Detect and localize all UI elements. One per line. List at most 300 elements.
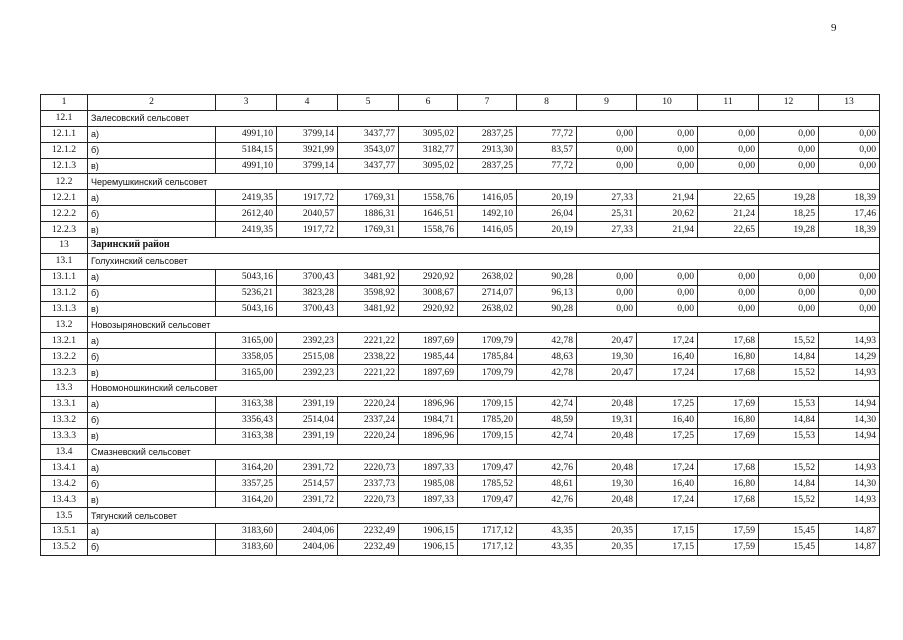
value-cell: 0,00 xyxy=(637,158,698,174)
value-cell: 43,35 xyxy=(517,524,577,540)
row-number: 12.1.1 xyxy=(41,126,88,142)
row-number: 13.1 xyxy=(41,253,88,269)
value-cell: 25,31 xyxy=(577,206,637,222)
table-row xyxy=(41,412,880,428)
section-title: Смазневский сельсовет xyxy=(88,444,880,460)
table-row xyxy=(41,460,880,476)
section-row xyxy=(41,317,880,333)
value-cell: 0,00 xyxy=(819,142,880,158)
option-label: б) xyxy=(88,285,216,301)
table-row xyxy=(41,524,880,540)
row-number: 13.5.2 xyxy=(41,539,88,555)
value-cell: 5184,15 xyxy=(216,142,277,158)
value-cell: 1717,12 xyxy=(458,524,517,540)
value-cell: 17,68 xyxy=(698,460,759,476)
value-cell: 14,84 xyxy=(759,476,819,492)
table-row xyxy=(41,222,880,238)
row-number: 13.1.3 xyxy=(41,301,88,317)
value-cell: 42,74 xyxy=(517,428,577,444)
value-cell: 3799,14 xyxy=(277,126,338,142)
option-label: в) xyxy=(88,301,216,317)
value-cell: 1709,15 xyxy=(458,396,517,412)
row-number: 13.2.2 xyxy=(41,349,88,365)
column-header: 5 xyxy=(338,95,399,111)
value-cell: 27,33 xyxy=(577,222,637,238)
value-cell: 0,00 xyxy=(637,301,698,317)
value-cell: 3095,02 xyxy=(399,126,458,142)
table-row xyxy=(41,492,880,508)
value-cell: 3481,92 xyxy=(338,301,399,317)
option-label: а) xyxy=(88,126,216,142)
value-cell: 2220,24 xyxy=(338,428,399,444)
column-header: 11 xyxy=(698,95,759,111)
value-cell: 17,25 xyxy=(637,396,698,412)
value-cell: 17,24 xyxy=(637,333,698,349)
value-cell: 90,28 xyxy=(517,301,577,317)
value-cell: 42,74 xyxy=(517,396,577,412)
value-cell: 1897,69 xyxy=(399,333,458,349)
value-cell: 0,00 xyxy=(759,158,819,174)
value-cell: 17,24 xyxy=(637,365,698,381)
value-cell: 3437,77 xyxy=(338,126,399,142)
value-cell: 0,00 xyxy=(637,126,698,142)
value-cell: 1709,47 xyxy=(458,460,517,476)
value-cell: 2338,22 xyxy=(338,349,399,365)
value-cell: 19,30 xyxy=(577,476,637,492)
value-cell: 20,48 xyxy=(577,460,637,476)
value-cell: 3164,20 xyxy=(216,492,277,508)
option-label: б) xyxy=(88,539,216,555)
option-label: б) xyxy=(88,476,216,492)
value-cell: 15,52 xyxy=(759,333,819,349)
value-cell: 5236,21 xyxy=(216,285,277,301)
section-row xyxy=(41,508,880,524)
value-cell: 2392,23 xyxy=(277,333,338,349)
row-number: 13.2 xyxy=(41,317,88,333)
option-label: в) xyxy=(88,222,216,238)
value-cell: 0,00 xyxy=(759,126,819,142)
value-cell: 27,33 xyxy=(577,190,637,206)
value-cell: 0,00 xyxy=(759,301,819,317)
value-cell: 1896,96 xyxy=(399,428,458,444)
value-cell: 1985,44 xyxy=(399,349,458,365)
value-cell: 15,45 xyxy=(759,524,819,540)
value-cell: 21,94 xyxy=(637,190,698,206)
value-cell: 3163,38 xyxy=(216,396,277,412)
value-cell: 22,65 xyxy=(698,222,759,238)
row-number: 13.5.1 xyxy=(41,524,88,540)
value-cell: 2419,35 xyxy=(216,190,277,206)
section-title: Заринский район xyxy=(88,238,880,254)
value-cell: 2221,22 xyxy=(338,333,399,349)
value-cell: 14,84 xyxy=(759,412,819,428)
row-number: 13.4 xyxy=(41,444,88,460)
value-cell: 48,59 xyxy=(517,412,577,428)
value-cell: 16,40 xyxy=(637,412,698,428)
column-header: 3 xyxy=(216,95,277,111)
value-cell: 1785,84 xyxy=(458,349,517,365)
value-cell: 1769,31 xyxy=(338,222,399,238)
value-cell: 14,94 xyxy=(819,428,880,444)
value-cell: 0,00 xyxy=(698,301,759,317)
value-cell: 1558,76 xyxy=(399,190,458,206)
value-cell: 17,24 xyxy=(637,460,698,476)
value-cell: 17,68 xyxy=(698,365,759,381)
value-cell: 2220,73 xyxy=(338,492,399,508)
column-header: 10 xyxy=(637,95,698,111)
value-cell: 20,35 xyxy=(577,524,637,540)
value-cell: 18,39 xyxy=(819,190,880,206)
column-header: 8 xyxy=(517,95,577,111)
value-cell: 17,59 xyxy=(698,524,759,540)
value-cell: 3182,77 xyxy=(399,142,458,158)
value-cell: 3183,60 xyxy=(216,539,277,555)
row-number: 12.2.3 xyxy=(41,222,88,238)
value-cell: 17,69 xyxy=(698,396,759,412)
value-cell: 0,00 xyxy=(819,126,880,142)
value-cell: 48,61 xyxy=(517,476,577,492)
row-number: 12.1.3 xyxy=(41,158,88,174)
value-cell: 15,45 xyxy=(759,539,819,555)
value-cell: 0,00 xyxy=(577,285,637,301)
table-row xyxy=(41,301,880,317)
value-cell: 3598,92 xyxy=(338,285,399,301)
value-cell: 3799,14 xyxy=(277,158,338,174)
value-cell: 19,28 xyxy=(759,222,819,238)
value-cell: 4991,10 xyxy=(216,126,277,142)
value-cell: 2514,04 xyxy=(277,412,338,428)
value-cell: 0,00 xyxy=(819,301,880,317)
value-cell: 0,00 xyxy=(637,269,698,285)
value-cell: 4991,10 xyxy=(216,158,277,174)
section-title: Тягунский сельсовет xyxy=(88,508,880,524)
value-cell: 1717,12 xyxy=(458,539,517,555)
value-cell: 20,48 xyxy=(577,428,637,444)
value-cell: 0,00 xyxy=(819,158,880,174)
value-cell: 0,00 xyxy=(698,126,759,142)
row-number: 13.3.3 xyxy=(41,428,88,444)
value-cell: 3823,28 xyxy=(277,285,338,301)
table-row xyxy=(41,428,880,444)
value-cell: 3358,05 xyxy=(216,349,277,365)
value-cell: 1646,51 xyxy=(399,206,458,222)
value-cell: 17,25 xyxy=(637,428,698,444)
value-cell: 5043,16 xyxy=(216,301,277,317)
value-cell: 1906,15 xyxy=(399,524,458,540)
row-number: 12.2 xyxy=(41,174,88,190)
value-cell: 15,52 xyxy=(759,365,819,381)
value-cell: 3163,38 xyxy=(216,428,277,444)
option-label: а) xyxy=(88,190,216,206)
value-cell: 0,00 xyxy=(577,301,637,317)
value-cell: 2920,92 xyxy=(399,269,458,285)
value-cell: 42,78 xyxy=(517,333,577,349)
column-header: 4 xyxy=(277,95,338,111)
value-cell: 3356,43 xyxy=(216,412,277,428)
value-cell: 1416,05 xyxy=(458,222,517,238)
table-row xyxy=(41,285,880,301)
table-row xyxy=(41,349,880,365)
column-header: 2 xyxy=(88,95,216,111)
value-cell: 19,28 xyxy=(759,190,819,206)
value-cell: 2221,22 xyxy=(338,365,399,381)
value-cell: 2514,57 xyxy=(277,476,338,492)
row-number: 12.2.2 xyxy=(41,206,88,222)
value-cell: 15,53 xyxy=(759,396,819,412)
value-cell: 77,72 xyxy=(517,158,577,174)
value-cell: 16,80 xyxy=(698,476,759,492)
value-cell: 1897,69 xyxy=(399,365,458,381)
value-cell: 1984,71 xyxy=(399,412,458,428)
option-label: в) xyxy=(88,492,216,508)
value-cell: 2638,02 xyxy=(458,301,517,317)
value-cell: 19,31 xyxy=(577,412,637,428)
value-cell: 0,00 xyxy=(577,269,637,285)
value-cell: 17,24 xyxy=(637,492,698,508)
value-cell: 1558,76 xyxy=(399,222,458,238)
table-row xyxy=(41,142,880,158)
row-number: 13.1.2 xyxy=(41,285,88,301)
value-cell: 2404,06 xyxy=(277,524,338,540)
value-cell: 14,29 xyxy=(819,349,880,365)
value-cell: 2392,23 xyxy=(277,365,338,381)
value-cell: 1709,79 xyxy=(458,365,517,381)
option-label: б) xyxy=(88,412,216,428)
table-row xyxy=(41,190,880,206)
value-cell: 3700,43 xyxy=(277,269,338,285)
value-cell: 5043,16 xyxy=(216,269,277,285)
section-title: Черемушкинский сельсовет xyxy=(88,174,880,190)
value-cell: 14,87 xyxy=(819,524,880,540)
value-cell: 1709,79 xyxy=(458,333,517,349)
value-cell: 43,35 xyxy=(517,539,577,555)
value-cell: 2404,06 xyxy=(277,539,338,555)
option-label: а) xyxy=(88,524,216,540)
value-cell: 1709,15 xyxy=(458,428,517,444)
row-number: 12.1 xyxy=(41,110,88,126)
option-label: б) xyxy=(88,349,216,365)
table-row xyxy=(41,365,880,381)
section-title: Залесовский сельсовет xyxy=(88,110,880,126)
value-cell: 14,84 xyxy=(759,349,819,365)
value-cell: 22,65 xyxy=(698,190,759,206)
section-row xyxy=(41,238,880,254)
option-label: б) xyxy=(88,142,216,158)
value-cell: 3437,77 xyxy=(338,158,399,174)
table-row xyxy=(41,126,880,142)
value-cell: 2837,25 xyxy=(458,126,517,142)
row-number: 13.4.3 xyxy=(41,492,88,508)
row-number: 13.5 xyxy=(41,508,88,524)
value-cell: 17,46 xyxy=(819,206,880,222)
value-cell: 1897,33 xyxy=(399,492,458,508)
value-cell: 18,39 xyxy=(819,222,880,238)
value-cell: 2040,57 xyxy=(277,206,338,222)
value-cell: 2220,73 xyxy=(338,460,399,476)
value-cell: 17,69 xyxy=(698,428,759,444)
value-cell: 77,72 xyxy=(517,126,577,142)
value-cell: 15,52 xyxy=(759,492,819,508)
value-cell: 42,76 xyxy=(517,460,577,476)
value-cell: 2391,19 xyxy=(277,428,338,444)
option-label: а) xyxy=(88,333,216,349)
value-cell: 3165,00 xyxy=(216,365,277,381)
value-cell: 1917,72 xyxy=(277,222,338,238)
table-row xyxy=(41,333,880,349)
option-label: в) xyxy=(88,428,216,444)
value-cell: 20,47 xyxy=(577,333,637,349)
value-cell: 2391,72 xyxy=(277,460,338,476)
table-row xyxy=(41,158,880,174)
section-row xyxy=(41,381,880,397)
column-header: 13 xyxy=(819,95,880,111)
value-cell: 0,00 xyxy=(819,285,880,301)
value-cell: 16,80 xyxy=(698,412,759,428)
value-cell: 21,94 xyxy=(637,222,698,238)
value-cell: 14,93 xyxy=(819,333,880,349)
value-cell: 1785,20 xyxy=(458,412,517,428)
value-cell: 1785,52 xyxy=(458,476,517,492)
value-cell: 1416,05 xyxy=(458,190,517,206)
value-cell: 20,48 xyxy=(577,396,637,412)
option-label: б) xyxy=(88,206,216,222)
column-header: 7 xyxy=(458,95,517,111)
value-cell: 2714,07 xyxy=(458,285,517,301)
value-cell: 0,00 xyxy=(577,142,637,158)
value-cell: 83,57 xyxy=(517,142,577,158)
value-cell: 3921,99 xyxy=(277,142,338,158)
value-cell: 2232,49 xyxy=(338,524,399,540)
value-cell: 1769,31 xyxy=(338,190,399,206)
value-cell: 2232,49 xyxy=(338,539,399,555)
table-row xyxy=(41,269,880,285)
value-cell: 1886,31 xyxy=(338,206,399,222)
value-cell: 2337,24 xyxy=(338,412,399,428)
table-row xyxy=(41,396,880,412)
value-cell: 20,62 xyxy=(637,206,698,222)
section-title: Новозыряновский сельсовет xyxy=(88,317,880,333)
row-number: 13.1.1 xyxy=(41,269,88,285)
value-cell: 16,40 xyxy=(637,349,698,365)
row-number: 13.3.1 xyxy=(41,396,88,412)
value-cell: 1492,10 xyxy=(458,206,517,222)
value-cell: 2638,02 xyxy=(458,269,517,285)
value-cell: 42,76 xyxy=(517,492,577,508)
section-title: Новомоношкинский сельсовет xyxy=(88,381,880,397)
row-number: 13.2.1 xyxy=(41,333,88,349)
row-number: 13.4.2 xyxy=(41,476,88,492)
column-header: 9 xyxy=(577,95,637,111)
value-cell: 48,63 xyxy=(517,349,577,365)
value-cell: 20,19 xyxy=(517,190,577,206)
value-cell: 1985,08 xyxy=(399,476,458,492)
value-cell: 20,47 xyxy=(577,365,637,381)
value-cell: 14,30 xyxy=(819,412,880,428)
value-cell: 1917,72 xyxy=(277,190,338,206)
value-cell: 14,93 xyxy=(819,492,880,508)
value-cell: 0,00 xyxy=(698,285,759,301)
table-row xyxy=(41,476,880,492)
value-cell: 3481,92 xyxy=(338,269,399,285)
value-cell: 2920,92 xyxy=(399,301,458,317)
value-cell: 17,15 xyxy=(637,539,698,555)
value-cell: 0,00 xyxy=(577,126,637,142)
value-cell: 15,52 xyxy=(759,460,819,476)
row-number: 12.2.1 xyxy=(41,190,88,206)
value-cell: 1896,96 xyxy=(399,396,458,412)
row-number: 13.2.3 xyxy=(41,365,88,381)
value-cell: 17,68 xyxy=(698,492,759,508)
header-row xyxy=(41,95,880,111)
value-cell: 0,00 xyxy=(698,142,759,158)
value-cell: 3700,43 xyxy=(277,301,338,317)
column-header: 6 xyxy=(399,95,458,111)
value-cell: 3183,60 xyxy=(216,524,277,540)
option-label: в) xyxy=(88,365,216,381)
value-cell: 0,00 xyxy=(819,269,880,285)
value-cell: 26,04 xyxy=(517,206,577,222)
value-cell: 3164,20 xyxy=(216,460,277,476)
option-label: а) xyxy=(88,396,216,412)
value-cell: 2391,19 xyxy=(277,396,338,412)
value-cell: 2391,72 xyxy=(277,492,338,508)
value-cell: 17,59 xyxy=(698,539,759,555)
value-cell: 14,30 xyxy=(819,476,880,492)
section-row xyxy=(41,444,880,460)
value-cell: 21,24 xyxy=(698,206,759,222)
value-cell: 2419,35 xyxy=(216,222,277,238)
column-header: 12 xyxy=(759,95,819,111)
option-label: а) xyxy=(88,269,216,285)
section-row xyxy=(41,110,880,126)
section-title: Голухинский сельсовет xyxy=(88,253,880,269)
value-cell: 2913,30 xyxy=(458,142,517,158)
value-cell: 2612,40 xyxy=(216,206,277,222)
value-cell: 1906,15 xyxy=(399,539,458,555)
value-cell: 20,35 xyxy=(577,539,637,555)
value-cell: 42,78 xyxy=(517,365,577,381)
value-cell: 15,53 xyxy=(759,428,819,444)
page-number: 9 xyxy=(831,22,837,34)
value-cell: 14,93 xyxy=(819,365,880,381)
data-table xyxy=(40,94,880,556)
value-cell: 2220,24 xyxy=(338,396,399,412)
value-cell: 17,68 xyxy=(698,333,759,349)
row-number: 13 xyxy=(41,238,88,254)
value-cell: 20,48 xyxy=(577,492,637,508)
section-row xyxy=(41,253,880,269)
value-cell: 3543,07 xyxy=(338,142,399,158)
value-cell: 90,28 xyxy=(517,269,577,285)
row-number: 13.3.2 xyxy=(41,412,88,428)
value-cell: 2337,73 xyxy=(338,476,399,492)
option-label: а) xyxy=(88,460,216,476)
value-cell: 0,00 xyxy=(637,142,698,158)
row-number: 13.3 xyxy=(41,381,88,397)
row-number: 13.4.1 xyxy=(41,460,88,476)
value-cell: 3008,67 xyxy=(399,285,458,301)
value-cell: 0,00 xyxy=(759,269,819,285)
value-cell: 96,13 xyxy=(517,285,577,301)
value-cell: 18,25 xyxy=(759,206,819,222)
option-label: в) xyxy=(88,158,216,174)
section-row xyxy=(41,174,880,190)
table-row xyxy=(41,206,880,222)
value-cell: 2515,08 xyxy=(277,349,338,365)
value-cell: 3357,25 xyxy=(216,476,277,492)
value-cell: 19,30 xyxy=(577,349,637,365)
value-cell: 14,87 xyxy=(819,539,880,555)
